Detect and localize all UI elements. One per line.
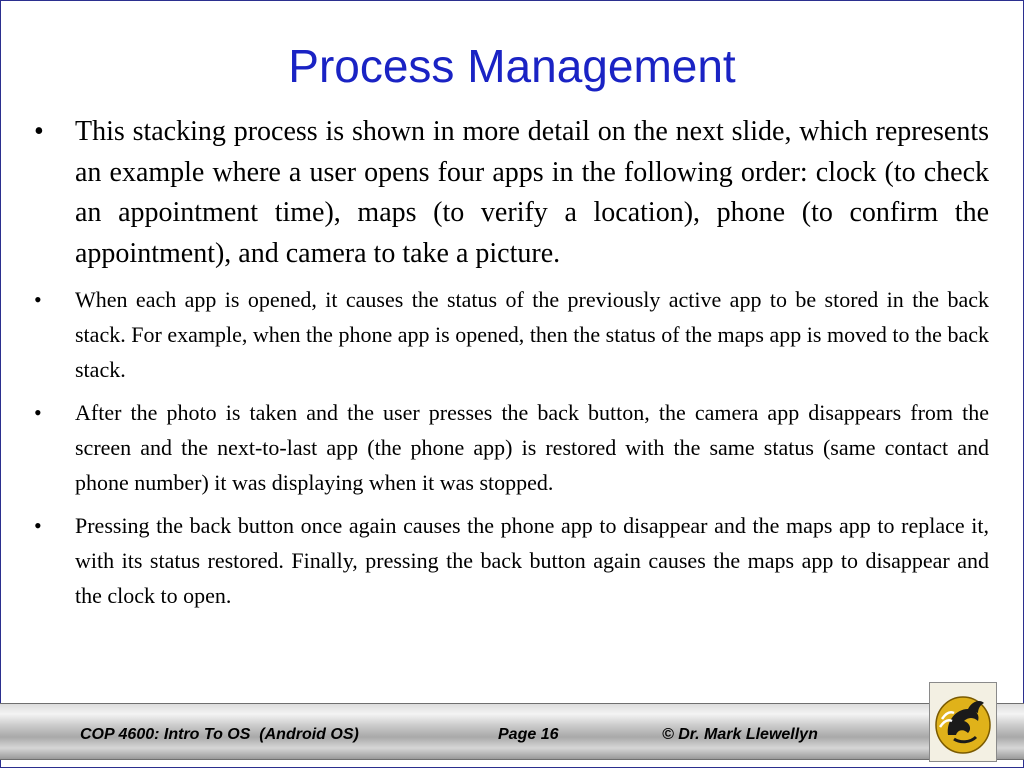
bullet-marker: • (34, 513, 42, 538)
slide-title: Process Management (288, 40, 736, 92)
bullet-text: After the photo is taken and the user presses the back button, the camera app disappears from the screen and the next-to-last app (the phone app) is restored with the same status (same contact and phone number) it was displaying when it was stopped. (75, 400, 989, 495)
bullet-item (34, 508, 989, 613)
bullet-marker: • (34, 400, 42, 425)
bullet-text: This stacking process is shown in more detail on the next slide, which represents an example where a user opens four apps in the following order: clock (to check an appointment time), maps (to verify a location), phone (to confirm the appointment), and camera to take a picture. (75, 116, 989, 269)
bullet-text: When each app is opened, it causes the status of the previously active app to be stored in the back stack. For example, when the phone app is opened, then the status of the maps app is moved to the back stack. (75, 287, 989, 382)
footer-course: COP 4600: Intro To OS (Android OS) (80, 726, 359, 743)
bullet-text: Pressing the back button once again causes the phone app to disappear and the maps app to replace it, with its status restored. Finally, pressing the back button again causes the maps app to disappear and the clock to open. (75, 513, 989, 608)
bullet-list (34, 112, 989, 621)
footer-author: © Dr. Mark Llewellyn (662, 726, 818, 743)
bullet-marker: • (34, 116, 44, 147)
footer-page-number: Page 16 (498, 726, 559, 743)
logo-box (929, 682, 997, 762)
pegasus-logo-icon (934, 691, 992, 755)
bullet-item (34, 282, 989, 387)
bullet-item (34, 395, 989, 500)
bullet-marker: • (34, 287, 42, 312)
bullet-item (34, 112, 989, 274)
